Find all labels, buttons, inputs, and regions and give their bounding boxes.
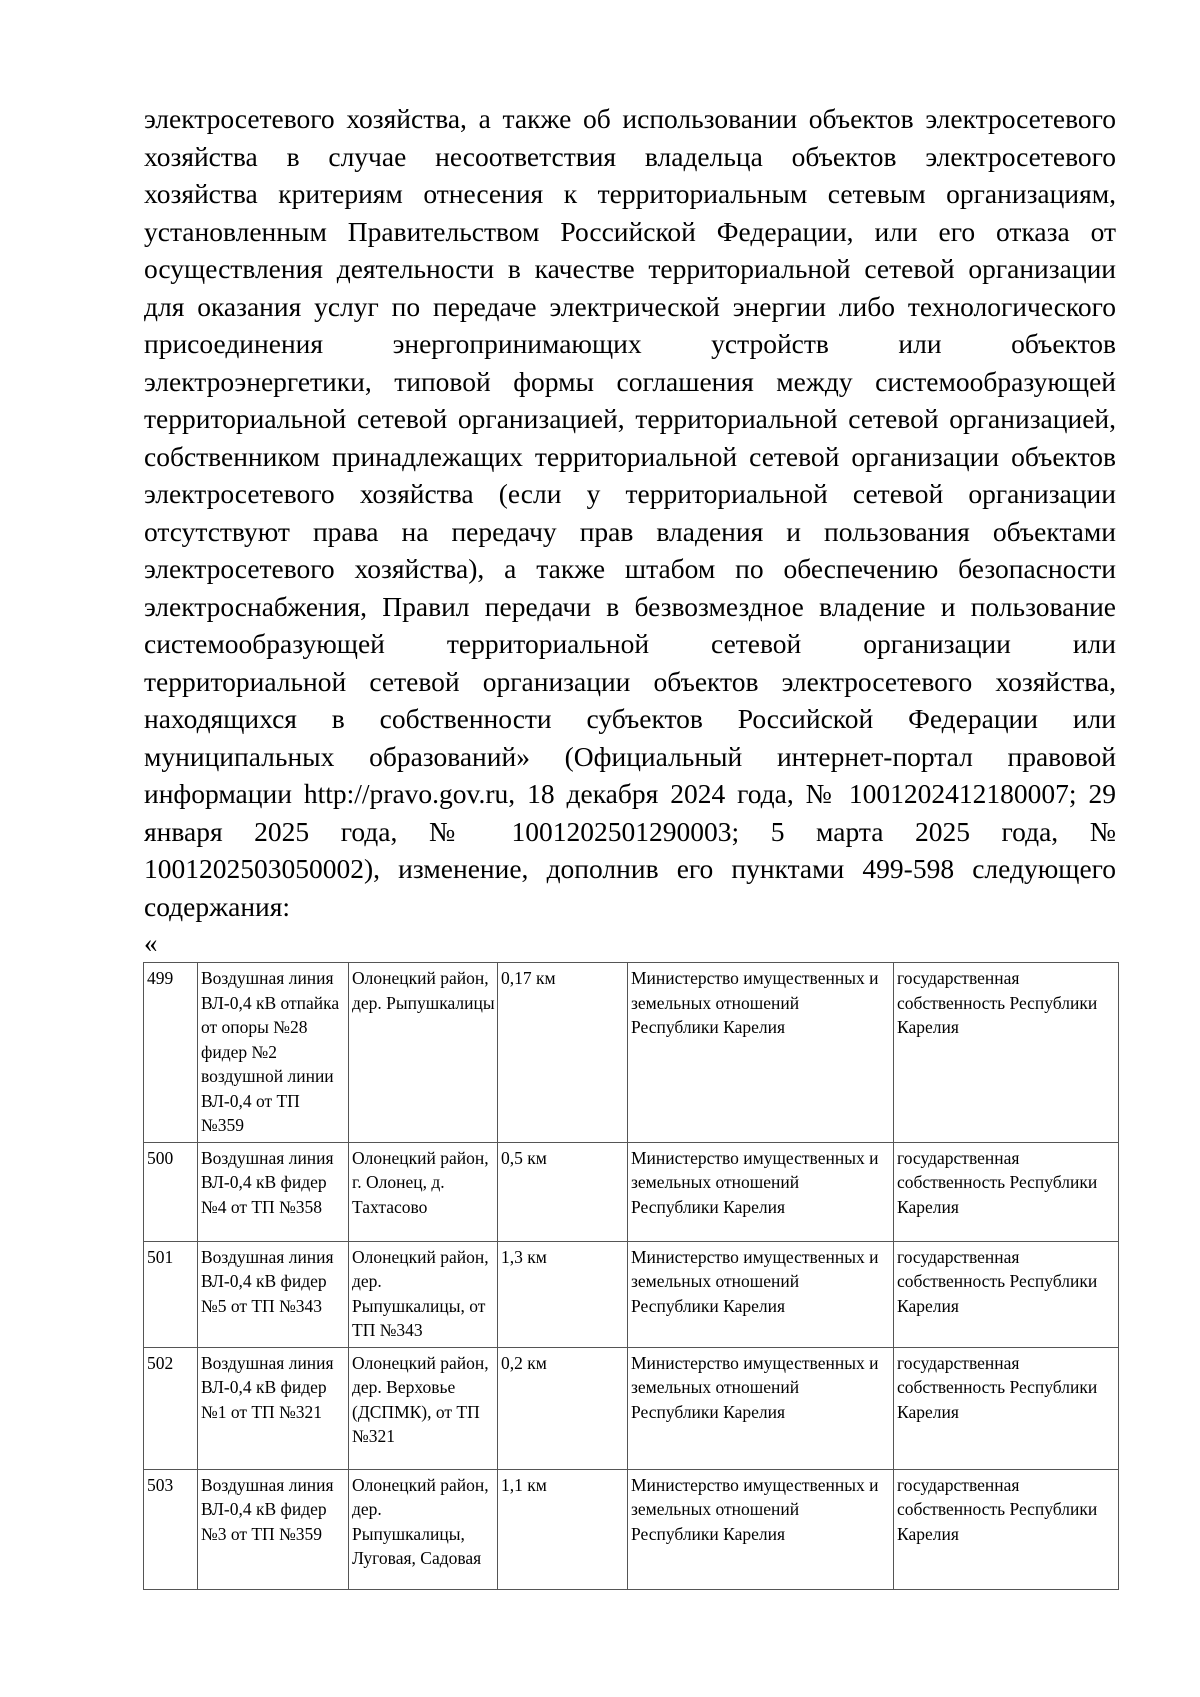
table-row [144, 963, 1119, 1143]
cell-number: 502 [144, 1347, 198, 1469]
cell-holder: Министерство имущественных и земельных отношений Республики Карелия [628, 1347, 894, 1469]
cell-number: 499 [144, 963, 198, 1143]
opening-quote: « [144, 928, 158, 958]
cell-ownership: государственная собственность Республики Карелия [894, 1469, 1119, 1589]
body-line: территориальной сетевой организации объектов электросетевого хозяйства, [144, 665, 1116, 697]
cell-location: Олонецкий район, дер. Рыпушкалицы, Луговая, Садовая [349, 1469, 498, 1589]
cell-length: 0,17 км [498, 963, 628, 1143]
body-line: хозяйства критериям отнесения к территориальным сетевым организациям, [144, 178, 1116, 209]
cell-location: Олонецкий район, г. Олонец, д. Тахтасово [349, 1142, 498, 1241]
body-line: установленным Правительством Российской Федерации, или его отказа от [144, 215, 1116, 247]
table-row [144, 1142, 1119, 1241]
table-row [144, 1241, 1119, 1347]
cell-object-name: Воздушная линия ВЛ-0,4 кВ фидер №4 от ТП №358 [198, 1142, 349, 1241]
cell-location: Олонецкий район, дер. Рыпушкалицы, от ТП №343 [349, 1241, 498, 1347]
body-line: территориальной сетевой организацией, территориальной сетевой организацией, [144, 403, 1116, 434]
cell-number: 500 [144, 1142, 198, 1241]
cell-length: 1,3 км [498, 1241, 628, 1347]
cell-ownership: государственная собственность Республики Карелия [894, 1347, 1119, 1469]
objects-table [143, 962, 1119, 1590]
cell-object-name: Воздушная линия ВЛ-0,4 кВ фидер №5 от ТП №343 [198, 1241, 349, 1347]
cell-ownership: государственная собственность Республики Карелия [894, 1142, 1119, 1241]
body-line: электросетевого хозяйства), а также штабом по обеспечению безопасности [144, 553, 1116, 584]
body-line: 1001202503050002), изменение, дополнив его пунктами 499-598 следующего [144, 853, 1116, 884]
body-paragraph [144, 100, 1116, 925]
cell-object-name: Воздушная линия ВЛ-0,4 кВ отпайка от опоры №28 фидер №2 воздушной линии ВЛ-0,4 от ТП №359 [198, 963, 349, 1143]
cell-holder: Министерство имущественных и земельных отношений Республики Карелия [628, 1142, 894, 1241]
body-line: электросетевого хозяйства (если у территориальной сетевой организации [144, 478, 1116, 509]
cell-holder: Министерство имущественных и земельных отношений Республики Карелия [628, 1241, 894, 1347]
body-line: электроснабжения, Правил передачи в безвозмездное владение и пользование [144, 590, 1116, 622]
body-line: электросетевого хозяйства, а также об использовании объектов электросетевого [144, 103, 1116, 134]
cell-number: 503 [144, 1469, 198, 1589]
cell-holder: Министерство имущественных и земельных отношений Республики Карелия [628, 963, 894, 1143]
body-line: хозяйства в случае несоответствия владельца объектов электросетевого [144, 140, 1116, 172]
body-line: содержания: [144, 890, 291, 922]
cell-length: 0,5 км [498, 1142, 628, 1241]
body-line: системообразующей территориальной сетевой организации или [144, 628, 1116, 659]
cell-length: 1,1 км [498, 1469, 628, 1589]
cell-length: 0,2 км [498, 1347, 628, 1469]
cell-ownership: государственная собственность Республики Карелия [894, 963, 1119, 1143]
cell-object-name: Воздушная линия ВЛ-0,4 кВ фидер №3 от ТП №359 [198, 1469, 349, 1589]
body-line: муниципальных образований» (Официальный интернет-портал правовой [144, 740, 1116, 772]
body-line: электроэнергетики, типовой формы соглашения между системообразующей [144, 365, 1116, 397]
cell-object-name: Воздушная линия ВЛ-0,4 кВ фидер №1 от ТП №321 [198, 1347, 349, 1469]
body-line: собственником принадлежащих территориальной сетевой организации объектов [144, 440, 1116, 472]
body-line: января 2025 года, № 1001202501290003; 5 марта 2025 года, № [144, 815, 1116, 847]
body-line: информации http://pravo.gov.ru, 18 декабря 2024 года, № 1001202412180007; 29 [144, 778, 1116, 809]
body-line: отсутствуют права на передачу прав владения и пользования объектами [144, 515, 1116, 547]
body-line: осуществления деятельности в качестве территориальной сетевой организации [144, 253, 1116, 284]
body-line: для оказания услуг по передаче электрической энергии либо технологического [144, 290, 1116, 322]
cell-ownership: государственная собственность Республики Карелия [894, 1241, 1119, 1347]
table-row [144, 1347, 1119, 1469]
body-line: находящихся в собственности субъектов Российской Федерации или [144, 703, 1116, 734]
cell-location: Олонецкий район, дер. Рыпушкалицы [349, 963, 498, 1143]
cell-location: Олонецкий район, дер. Верховье (ДСПМК), от ТП №321 [349, 1347, 498, 1469]
body-line: присоединения энергопринимающих устройств или объектов [144, 328, 1116, 359]
table-row [144, 1469, 1119, 1589]
cell-holder: Министерство имущественных и земельных отношений Республики Карелия [628, 1469, 894, 1589]
cell-number: 501 [144, 1241, 198, 1347]
